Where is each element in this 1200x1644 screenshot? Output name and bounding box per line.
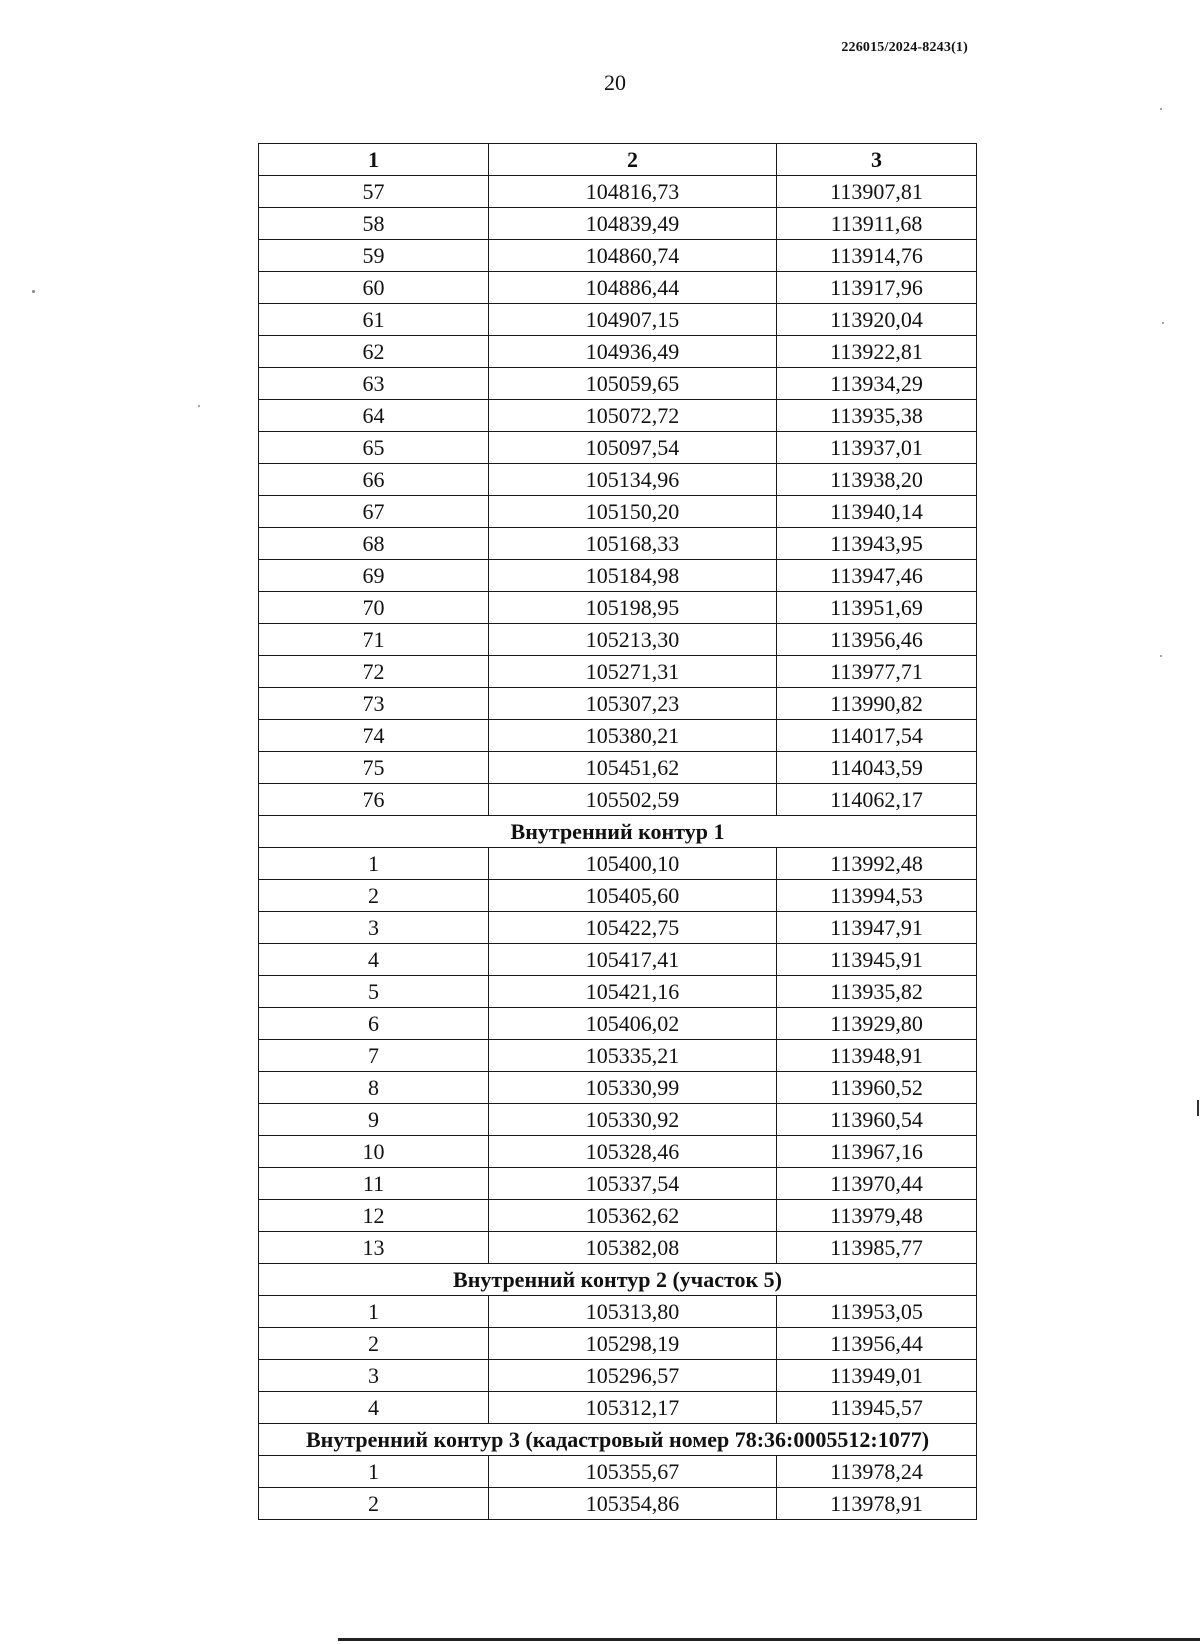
x-coordinate-cell: 105362,62 [489, 1200, 777, 1232]
scan-speck [198, 405, 200, 407]
table-row [259, 1168, 977, 1200]
table-row [259, 336, 977, 368]
x-coordinate-cell: 105337,54 [489, 1168, 777, 1200]
x-coordinate-cell: 105421,16 [489, 976, 777, 1008]
point-number-cell: 3 [259, 1360, 489, 1392]
table-row [259, 1328, 977, 1360]
x-coordinate-cell: 105097,54 [489, 432, 777, 464]
bottom-scan-line [338, 1638, 1200, 1641]
table-row [259, 912, 977, 944]
y-coordinate-cell: 113937,01 [777, 432, 977, 464]
table-row [259, 432, 977, 464]
point-number-cell: 60 [259, 272, 489, 304]
document-id: 226015/2024-8243(1) [841, 40, 968, 55]
table-row [259, 528, 977, 560]
point-number-cell: 12 [259, 1200, 489, 1232]
point-number-cell: 9 [259, 1104, 489, 1136]
column-header: 2 [489, 144, 777, 176]
y-coordinate-cell: 113947,91 [777, 912, 977, 944]
table-row [259, 848, 977, 880]
x-coordinate-cell: 105354,86 [489, 1488, 777, 1520]
x-coordinate-cell: 105198,95 [489, 592, 777, 624]
x-coordinate-cell: 105422,75 [489, 912, 777, 944]
point-number-cell: 2 [259, 1328, 489, 1360]
point-number-cell: 11 [259, 1168, 489, 1200]
point-number-cell: 66 [259, 464, 489, 496]
x-coordinate-cell: 105380,21 [489, 720, 777, 752]
y-coordinate-cell: 113914,76 [777, 240, 977, 272]
x-coordinate-cell: 104860,74 [489, 240, 777, 272]
table-row [259, 784, 977, 816]
table-row [259, 368, 977, 400]
point-number-cell: 75 [259, 752, 489, 784]
table-row [259, 400, 977, 432]
x-coordinate-cell: 105382,08 [489, 1232, 777, 1264]
table-row [259, 240, 977, 272]
point-number-cell: 7 [259, 1040, 489, 1072]
y-coordinate-cell: 113978,91 [777, 1488, 977, 1520]
y-coordinate-cell: 113978,24 [777, 1456, 977, 1488]
y-coordinate-cell: 113960,52 [777, 1072, 977, 1104]
point-number-cell: 61 [259, 304, 489, 336]
x-coordinate-cell: 105072,72 [489, 400, 777, 432]
table-row [259, 656, 977, 688]
point-number-cell: 6 [259, 1008, 489, 1040]
point-number-cell: 10 [259, 1136, 489, 1168]
table-row [259, 1104, 977, 1136]
y-coordinate-cell: 113951,69 [777, 592, 977, 624]
point-number-cell: 1 [259, 1456, 489, 1488]
point-number-cell: 76 [259, 784, 489, 816]
y-coordinate-cell: 113940,14 [777, 496, 977, 528]
table-row [259, 880, 977, 912]
scan-speck [32, 290, 35, 293]
point-number-cell: 62 [259, 336, 489, 368]
column-header: 3 [777, 144, 977, 176]
y-coordinate-cell: 113948,91 [777, 1040, 977, 1072]
point-number-cell: 57 [259, 176, 489, 208]
x-coordinate-cell: 105330,92 [489, 1104, 777, 1136]
y-coordinate-cell: 113920,04 [777, 304, 977, 336]
scan-speck [1162, 322, 1164, 324]
point-number-cell: 73 [259, 688, 489, 720]
y-coordinate-cell: 113994,53 [777, 880, 977, 912]
x-coordinate-cell: 104839,49 [489, 208, 777, 240]
y-coordinate-cell: 113911,68 [777, 208, 977, 240]
y-coordinate-cell: 114043,59 [777, 752, 977, 784]
table-row [259, 1200, 977, 1232]
table-row [259, 720, 977, 752]
table-row [259, 592, 977, 624]
x-coordinate-cell: 105307,23 [489, 688, 777, 720]
point-number-cell: 69 [259, 560, 489, 592]
x-coordinate-cell: 104907,15 [489, 304, 777, 336]
coordinates-table [258, 143, 977, 1520]
x-coordinate-cell: 104886,44 [489, 272, 777, 304]
section-row [259, 1424, 977, 1456]
y-coordinate-cell: 113956,44 [777, 1328, 977, 1360]
point-number-cell: 67 [259, 496, 489, 528]
y-coordinate-cell: 113949,01 [777, 1360, 977, 1392]
point-number-cell: 4 [259, 944, 489, 976]
scan-speck [1160, 108, 1162, 110]
y-coordinate-cell: 113935,38 [777, 400, 977, 432]
x-coordinate-cell: 105184,98 [489, 560, 777, 592]
table-row [259, 944, 977, 976]
x-coordinate-cell: 105134,96 [489, 464, 777, 496]
y-coordinate-cell: 113929,80 [777, 1008, 977, 1040]
x-coordinate-cell: 105150,20 [489, 496, 777, 528]
y-coordinate-cell: 113979,48 [777, 1200, 977, 1232]
x-coordinate-cell: 104936,49 [489, 336, 777, 368]
table-row [259, 1488, 977, 1520]
y-coordinate-cell: 113922,81 [777, 336, 977, 368]
table-row [259, 176, 977, 208]
y-coordinate-cell: 113956,46 [777, 624, 977, 656]
point-number-cell: 59 [259, 240, 489, 272]
y-coordinate-cell: 114062,17 [777, 784, 977, 816]
x-coordinate-cell: 105313,80 [489, 1296, 777, 1328]
y-coordinate-cell: 113953,05 [777, 1296, 977, 1328]
y-coordinate-cell: 113945,91 [777, 944, 977, 976]
y-coordinate-cell: 113960,54 [777, 1104, 977, 1136]
table-header-row [259, 144, 977, 176]
point-number-cell: 71 [259, 624, 489, 656]
y-coordinate-cell: 113967,16 [777, 1136, 977, 1168]
point-number-cell: 65 [259, 432, 489, 464]
scan-mark [1197, 1100, 1199, 1116]
x-coordinate-cell: 105271,31 [489, 656, 777, 688]
y-coordinate-cell: 113943,95 [777, 528, 977, 560]
y-coordinate-cell: 113938,20 [777, 464, 977, 496]
y-coordinate-cell: 113917,96 [777, 272, 977, 304]
y-coordinate-cell: 113907,81 [777, 176, 977, 208]
x-coordinate-cell: 105330,99 [489, 1072, 777, 1104]
table-row [259, 1072, 977, 1104]
point-number-cell: 8 [259, 1072, 489, 1104]
point-number-cell: 2 [259, 880, 489, 912]
table-row [259, 496, 977, 528]
x-coordinate-cell: 105168,33 [489, 528, 777, 560]
y-coordinate-cell: 113935,82 [777, 976, 977, 1008]
x-coordinate-cell: 105059,65 [489, 368, 777, 400]
x-coordinate-cell: 105335,21 [489, 1040, 777, 1072]
section-title: Внутренний контур 3 (кадастровый номер 78:36:0005512:1077) [259, 1424, 977, 1456]
section-row [259, 1264, 977, 1296]
x-coordinate-cell: 105213,30 [489, 624, 777, 656]
table-row [259, 464, 977, 496]
point-number-cell: 4 [259, 1392, 489, 1424]
y-coordinate-cell: 113970,44 [777, 1168, 977, 1200]
page-number: 20 [604, 70, 626, 95]
x-coordinate-cell: 105400,10 [489, 848, 777, 880]
x-coordinate-cell: 104816,73 [489, 176, 777, 208]
table-row [259, 272, 977, 304]
x-coordinate-cell: 105451,62 [489, 752, 777, 784]
point-number-cell: 1 [259, 848, 489, 880]
table-row [259, 1360, 977, 1392]
y-coordinate-cell: 113945,57 [777, 1392, 977, 1424]
y-coordinate-cell: 113990,82 [777, 688, 977, 720]
x-coordinate-cell: 105298,19 [489, 1328, 777, 1360]
x-coordinate-cell: 105296,57 [489, 1360, 777, 1392]
table-row [259, 1296, 977, 1328]
point-number-cell: 74 [259, 720, 489, 752]
table-row [259, 1232, 977, 1264]
x-coordinate-cell: 105405,60 [489, 880, 777, 912]
section-title: Внутренний контур 2 (участок 5) [259, 1264, 977, 1296]
point-number-cell: 72 [259, 656, 489, 688]
point-number-cell: 2 [259, 1488, 489, 1520]
section-title: Внутренний контур 1 [259, 816, 977, 848]
point-number-cell: 70 [259, 592, 489, 624]
point-number-cell: 3 [259, 912, 489, 944]
point-number-cell: 68 [259, 528, 489, 560]
table-body [259, 176, 977, 1520]
table-row [259, 976, 977, 1008]
x-coordinate-cell: 105417,41 [489, 944, 777, 976]
y-coordinate-cell: 113934,29 [777, 368, 977, 400]
y-coordinate-cell: 113992,48 [777, 848, 977, 880]
x-coordinate-cell: 105312,17 [489, 1392, 777, 1424]
table-row [259, 752, 977, 784]
table-row [259, 624, 977, 656]
point-number-cell: 13 [259, 1232, 489, 1264]
section-row [259, 816, 977, 848]
scan-speck [1160, 655, 1162, 657]
point-number-cell: 58 [259, 208, 489, 240]
x-coordinate-cell: 105355,67 [489, 1456, 777, 1488]
y-coordinate-cell: 114017,54 [777, 720, 977, 752]
y-coordinate-cell: 113947,46 [777, 560, 977, 592]
point-number-cell: 1 [259, 1296, 489, 1328]
y-coordinate-cell: 113985,77 [777, 1232, 977, 1264]
table-row [259, 304, 977, 336]
table-row [259, 208, 977, 240]
point-number-cell: 64 [259, 400, 489, 432]
x-coordinate-cell: 105406,02 [489, 1008, 777, 1040]
x-coordinate-cell: 105328,46 [489, 1136, 777, 1168]
x-coordinate-cell: 105502,59 [489, 784, 777, 816]
y-coordinate-cell: 113977,71 [777, 656, 977, 688]
table-row [259, 1392, 977, 1424]
table-row [259, 1040, 977, 1072]
point-number-cell: 63 [259, 368, 489, 400]
table-row [259, 688, 977, 720]
table-row [259, 1136, 977, 1168]
column-header: 1 [259, 144, 489, 176]
point-number-cell: 5 [259, 976, 489, 1008]
table-row [259, 1008, 977, 1040]
table-row [259, 560, 977, 592]
table-row [259, 1456, 977, 1488]
